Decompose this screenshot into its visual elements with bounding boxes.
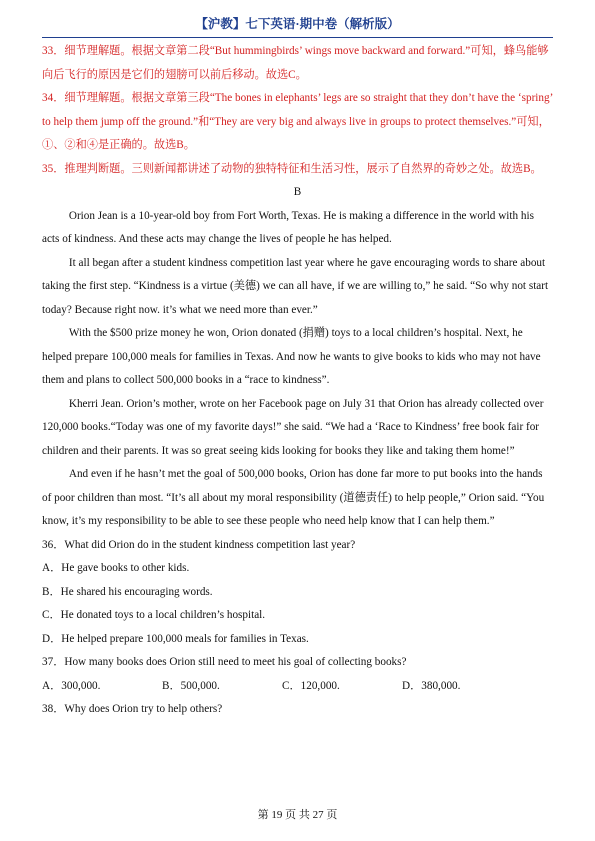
header-divider	[42, 37, 553, 38]
question-36-stem: 36．What did Orion do in the student kindness competition last year?	[42, 538, 356, 551]
question-37-option-c: C．120,000.	[282, 679, 340, 692]
page-number: 第 19 页 共 27 页	[257, 809, 338, 821]
question-37-option-b: B．500,000.	[162, 679, 220, 692]
explanation-33: 33．细节理解题。根据文章第二段“But hummingbirds’ wings move backward and forward.”可知，蜂鸟能够向后飞行的原因是它们的翅膀可以前后移动。故选C。	[42, 45, 549, 81]
explanation-34: 34．细节理解题。根据文章第三段“The bones in elephants’ legs are so straight that they don’t have the ‘spring’ to help them jump off the ground.”和“They are very big and always live in groups to protect themselves.”可知，①、②和④是正确的。故选B。	[42, 92, 553, 151]
passage-label: B	[293, 186, 302, 198]
question-36-option-d: D．He helped prepare 100,000 meals for families in Texas.	[42, 632, 309, 645]
question-37-stem: 37．How many books does Orion still need to meet his goal of collecting books?	[42, 656, 407, 668]
question-38-stem: 38．Why does Orion try to help others?	[42, 703, 223, 715]
passage-paragraph: It all began after a student kindness competition last year where he gave encouraging words to share about taking the first step. “Kindness is a virtue (美德) we can all have, if we are willing to,” he said. “So why not start today? Because right now. it’s what we need more than ever.”	[42, 256, 549, 316]
page-header-title: 【沪教】七下英语·期中卷（解析版）	[195, 17, 400, 31]
question-37-options	[42, 675, 553, 699]
passage-paragraph: Orion Jean is a 10-year-old boy from Fort Worth, Texas. He is making a difference in the world with his acts of kindness. And these acts may change the lives of people he has helped.	[42, 209, 534, 245]
question-37-option-a: A．300,000.	[42, 679, 101, 692]
explanation-35: 35．推理判断题。三则新闻都讲述了动物的独特特征和生活习性，展示了自然界的奇妙之处。故选B。	[42, 162, 542, 175]
passage-paragraph: And even if he hasn’t met the goal of 500,000 books, Orion has done far more to put books into the hands of poor children than most. “It’s all about my moral responsibility (道德责任) to help people,” Orion said. “You know, it’s my responsibility to be able to see these people who need help know that I can help them.”	[42, 468, 545, 527]
question-36-option-b: B．He shared his encouraging words.	[42, 585, 213, 598]
question-37-option-d: D．380,000.	[402, 679, 461, 692]
page-content	[42, 40, 553, 722]
passage-paragraph: With the $500 prize money he won, Orion donated (捐赠) toys to a local children’s hospital. Next, he helped prepare 100,000 meals for families in Texas. And now he wants to give books to kids who may not have them and plans to collect 500,000 books in a “race to kindness”.	[42, 327, 541, 386]
question-36-option-a: A．He gave books to other kids.	[42, 562, 190, 574]
passage-paragraph: Kherri Jean. Orion’s mother, wrote on her Facebook page on July 31 that Orion has already collected over 120,000 books.“Today was one of my favorite days!” she said. “We had a ‘Race to Kindness’ free book fair for children and their parents. It was so great seeing kids looking for books they like and taking them home!”	[42, 397, 544, 457]
question-36-option-c: C．He donated toys to a local children’s hospital.	[42, 609, 266, 621]
